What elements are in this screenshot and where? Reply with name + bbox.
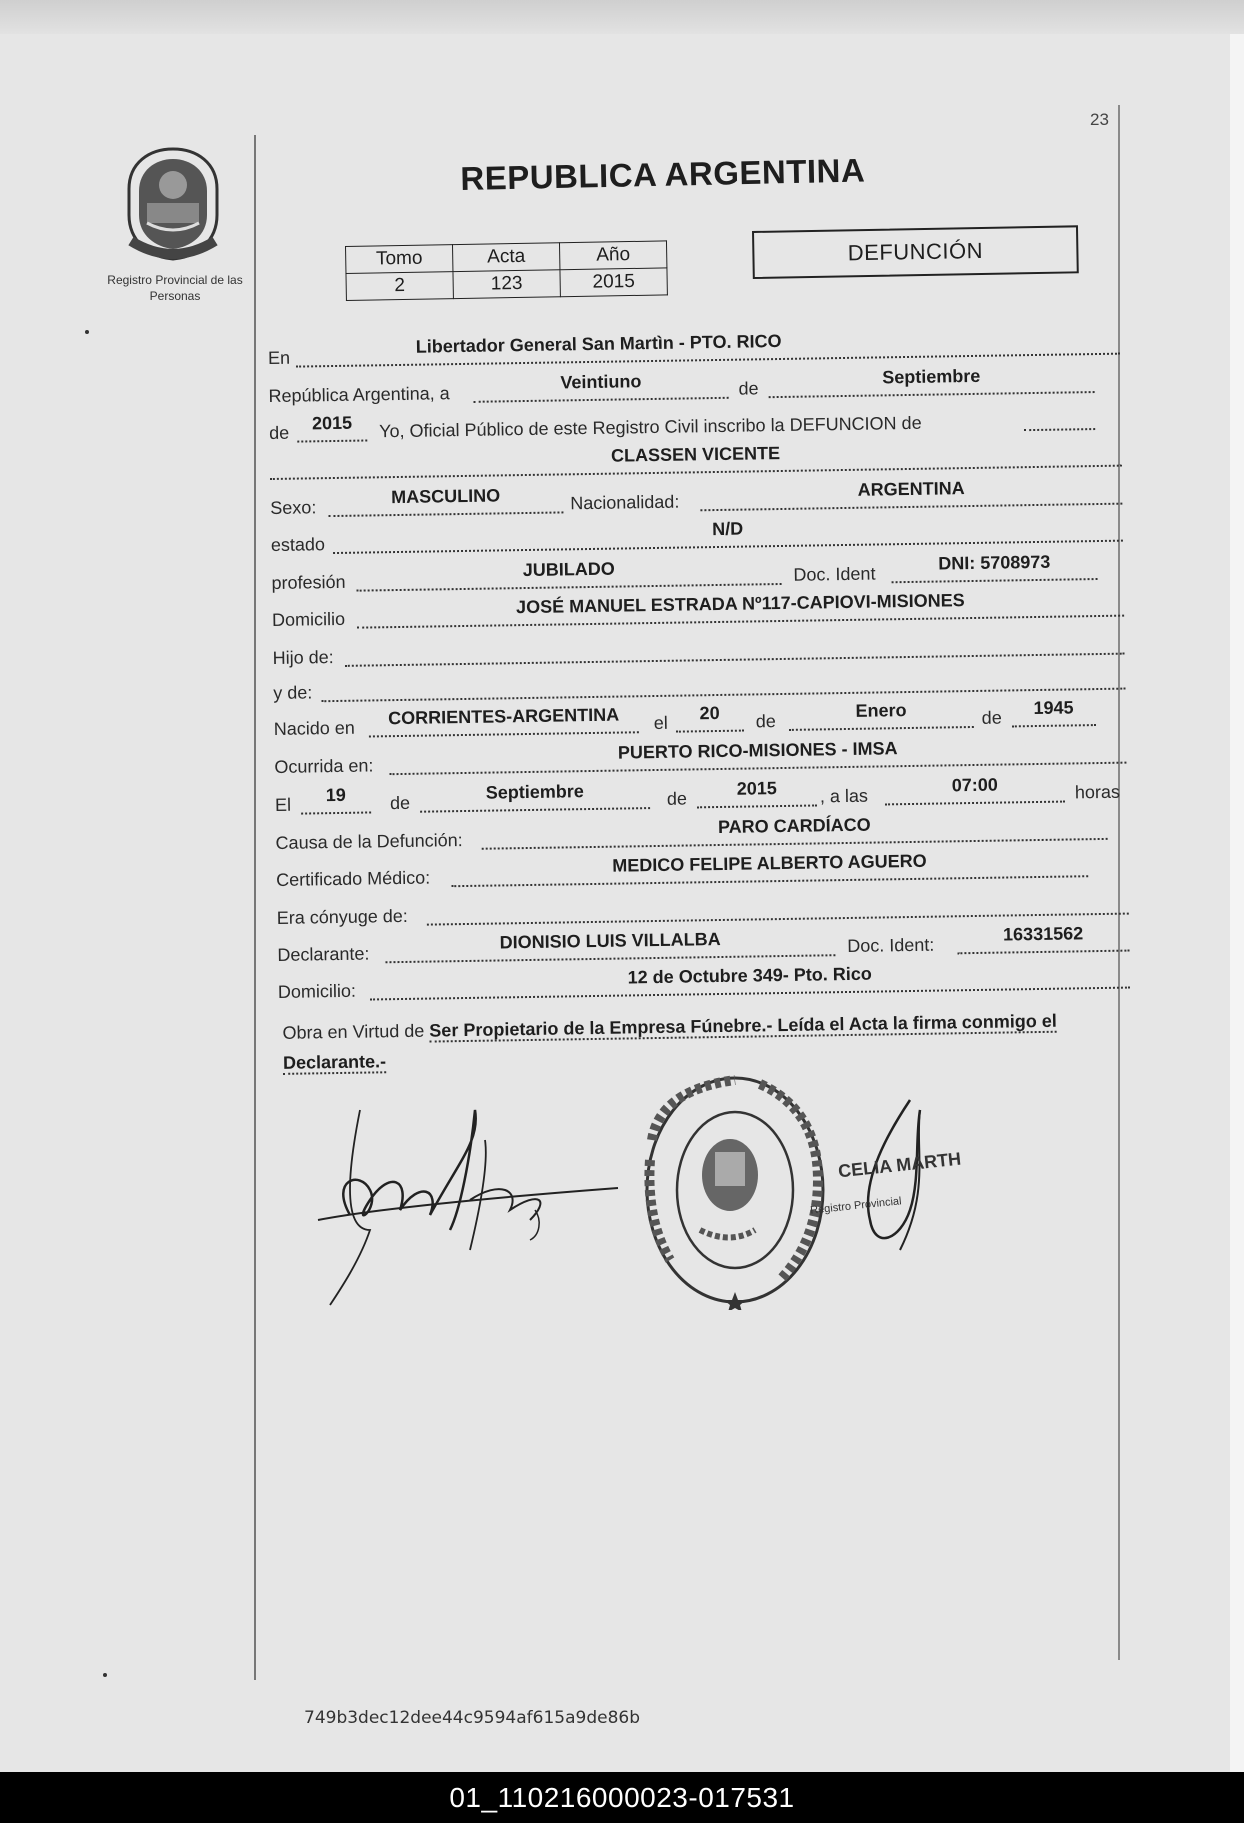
profesion-value: JUBILADO	[522, 558, 615, 581]
birth-year: 1945	[1033, 697, 1074, 719]
hijo-label: Hijo de:	[272, 647, 334, 668]
declarante-doc-label: Doc. Ident:	[847, 934, 935, 957]
horas-label: horas	[1074, 781, 1121, 803]
declarante-value: DIONISIO LUIS VILLALBA	[499, 928, 721, 953]
yde-label: y de:	[273, 682, 313, 703]
de2-label: de	[268, 422, 290, 444]
value-ano: 2015	[560, 268, 667, 297]
death-de-label: de	[389, 792, 411, 814]
certificado-value: MEDICO FELIPE ALBERTO AGUERO	[612, 850, 927, 876]
estado-value: N/D	[712, 518, 744, 540]
header-acta: Acta	[452, 243, 559, 272]
header-tomo: Tomo	[346, 245, 453, 274]
death-year: 2015	[736, 778, 777, 799]
death-day: 19	[325, 784, 347, 806]
document-title: REPUBLICA ARGENTINA	[460, 151, 866, 197]
value-acta: 123	[453, 270, 560, 299]
causa-value: PARO CARDÍACO	[717, 814, 871, 838]
certificado-label: Certificado Médico:	[276, 867, 431, 890]
official-name: CELIA MARTH	[837, 1148, 962, 1182]
stray-mark	[103, 1673, 107, 1677]
obra-label: Obra en Virtud de	[282, 1020, 425, 1043]
nacionalidad-label: Nacionalidad:	[570, 491, 680, 514]
el-label: el	[653, 712, 668, 734]
declarant-signature	[310, 1080, 630, 1310]
year-value: 2015	[311, 412, 353, 434]
republica-label: República Argentina, a	[268, 383, 450, 407]
official-sub: Registro Provincial	[809, 1195, 903, 1217]
deceased-name: CLASSEN VICENTE	[610, 443, 781, 466]
death-month: Septiembre	[485, 781, 584, 803]
causa-label: Causa de la Defunción:	[275, 830, 463, 853]
domicilio-value: JOSÉ MANUEL ESTRADA Nº117-CAPIOVI-MISIONES	[515, 590, 965, 618]
nacionalidad-value: ARGENTINA	[857, 478, 965, 500]
domicilio2-value: 12 de Octubre 349- Pto. Rico	[627, 963, 872, 988]
declarante-label: Declarante:	[277, 943, 370, 965]
value-tomo: 2	[346, 272, 453, 301]
nacido-label: Nacido en	[273, 717, 356, 739]
el2-label: El	[274, 794, 292, 815]
birth-de-label: de	[755, 711, 776, 732]
sexo-value: MASCULINO	[391, 485, 501, 508]
header-ano: Año	[559, 241, 666, 270]
obra-en-virtud	[282, 1004, 1143, 1078]
obra-value: Ser Propietario de la Empresa Fúnebre.- Leída el Acta la firma conmigo el Declarante.-	[282, 1010, 1057, 1073]
ocurrida-value: PUERTO RICO-MISIONES - IMSA	[617, 738, 898, 763]
conyuge-label: Era cónyuge de:	[276, 905, 408, 928]
stray-mark	[85, 330, 89, 334]
place-value: Libertador General San Martìn - PTO. RICO	[415, 330, 782, 357]
birth-month: Enero	[855, 700, 907, 721]
document-type-box: DEFUNCIÓN	[752, 225, 1079, 279]
day-value: Veintiuno	[560, 371, 642, 393]
death-time: 07:00	[951, 774, 998, 796]
doc-ident-label: Doc. Ident	[793, 563, 876, 585]
seal-caption: Registro Provincial de las Personas	[107, 273, 243, 303]
death-de2-label: de	[666, 788, 688, 809]
page-number: 23	[1090, 110, 1109, 129]
birth-de2-label: de	[981, 707, 1002, 728]
sexo-label: Sexo:	[270, 497, 317, 519]
nacido-value: CORRIENTES-ARGENTINA	[387, 704, 620, 729]
declarante-doc-value: 16331562	[1002, 923, 1084, 945]
line-domicilio2	[278, 961, 1130, 1006]
oficial-text: Yo, Oficial Público de este Registro Civil inscribo la DEFUNCION de	[378, 412, 922, 442]
month-value: Septiembre	[882, 365, 981, 388]
domicilio-label: Domicilio	[271, 608, 346, 630]
birth-day: 20	[699, 702, 720, 724]
ocurrida-label: Ocurrida en:	[274, 755, 374, 777]
domicilio2-label: Domicilio:	[277, 980, 357, 1002]
profesion-label: profesión	[271, 571, 346, 594]
en-label: En	[267, 347, 291, 369]
de-label: de	[738, 378, 759, 399]
document-hash: 749b3dec12dee44c9594af615a9de86b	[304, 1708, 640, 1728]
scan-footer-id: 01_110216000023-017531	[0, 1772, 1244, 1823]
alas-label: , a las	[819, 785, 869, 807]
registry-stamp	[640, 1070, 830, 1310]
doc-ident-value: DNI: 5708973	[938, 551, 1051, 574]
estado-label: estado	[270, 534, 326, 556]
